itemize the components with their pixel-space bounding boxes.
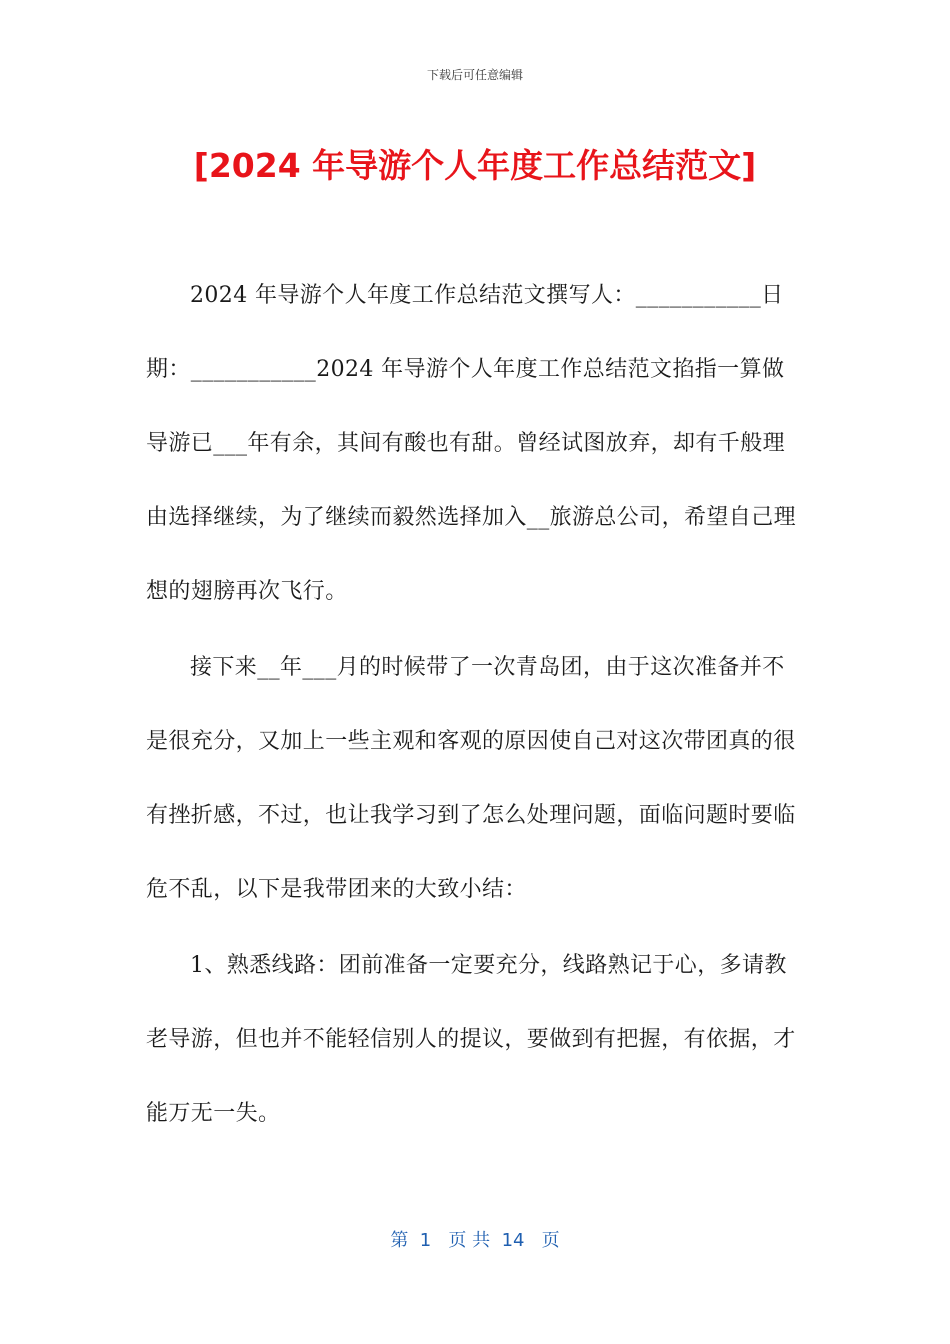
document-body — [146, 259, 806, 1153]
paragraph: 接下来__年___月的时候带了一次青岛团，由于这次准备并不是很充分，又加上一些主观和客观的原因使自己对这次带团真的很有挫折感，不过，也让我学习到了怎么处理问题，面临问题时要临危不乱，以下是我带团来的大致小结： — [146, 655, 796, 902]
paragraph: 2024 年导游个人年度工作总结范文撰写人：___________日期：___________2024 年导游个人年度工作总结范文掐指一算做导游已___年有余，其间有酸也有甜。曾经试图放弃，却有千般理由选择继续，为了继续而毅然选择加入__旅游总公司，希望自己理想的翅膀再次飞行。 — [146, 283, 797, 604]
page-number-footer: 第 1 页 共 14 页 — [390, 1230, 560, 1251]
paragraph: 1、熟悉线路：团前准备一定要充分，线路熟记于心，多请教老导游，但也并不能轻信别人的提议，要做到有把握，有依据，才能万无一失。 — [146, 953, 796, 1126]
document-title: [2024 年导游个人年度工作总结范文] — [193, 146, 757, 185]
header-note: 下载后可任意编辑 — [426, 68, 523, 82]
